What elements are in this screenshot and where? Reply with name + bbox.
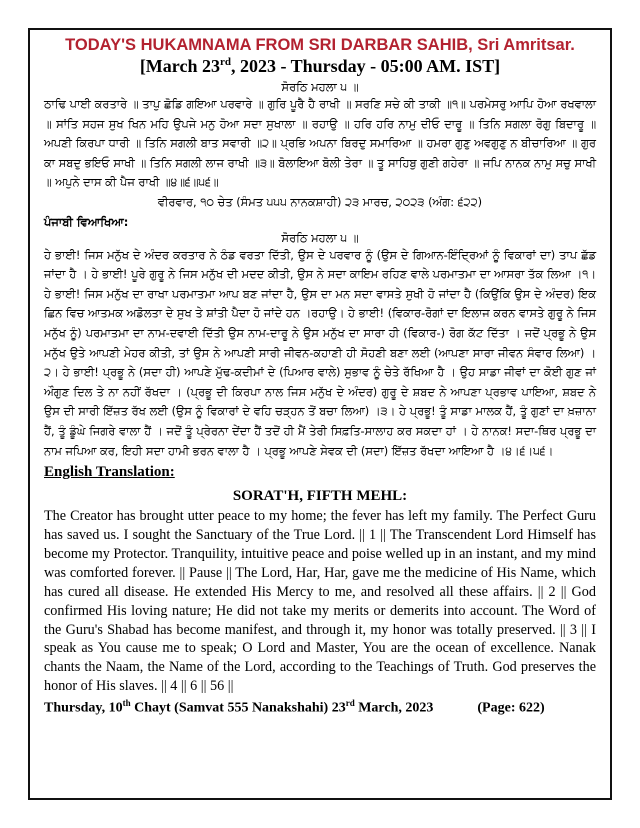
vyakhya-text: ਹੇ ਭਾਈ! ਜਿਸ ਮਨੁੱਖ ਦੇ ਅੰਦਰ ਕਰਤਾਰ ਨੇ ਠੰਡ ਵਰਤਾ ਦਿੱਤੀ, ਉਸ ਦੇ ਪਰਵਾਰ ਨੂੰ (ਉਸ ਦੇ ਗਿਆਨ-ਇੰਦ੍ਰਿਆਂ ਨੂੰ ਵਿਕਾਰਾਂ ਦਾ) ਤਾਪ ਛੱਡ ਜਾਂਦਾ ਹੈ । ਹੇ ਭਾਈ! ਪੂਰੇ ਗੁਰੂ ਨੇ ਜਿਸ ਮਨੁੱਖ ਦੀ ਮਦਦ ਕੀਤੀ, ਉਸ ਨੇ ਸਦਾ ਕਾਇਮ ਰਹਿਣ ਵਾਲੇ ਪਰਮਾਤਮਾ ਦਾ ਆਸਰਾ ਤੱਕ ਲਿਆ ।੧। ਹੇ ਭਾਈ! ਜਿਸ ਮਨੁੱਖ ਦਾ ਰਾਖਾ ਪਰਮਾਤਮਾ ਆਪ ਬਣ ਜਾਂਦਾ ਹੈ, ਉਸ ਦਾ ਮਨ ਸਦਾ ਵਾਸਤੇ ਸੁਖੀ ਹੋ ਜਾਂਦਾ ਹੈ (ਕਿਉਂਕਿ ਉਸ ਦੇ ਅੰਦਰ) ਇਕ ਛਿਨ ਵਿਚ ਆਤਮਕ ਅਡੋਲਤਾ ਦੇ ਸੁਖ ਤੇ ਸ਼ਾਂਤੀ ਪੈਦਾ ਹੋ ਜਾਂਦੇ ਹਨ ।ਰਹਾਉ। ਹੇ ਭਾਈ! (ਵਿਕਾਰ-ਰੋਗਾਂ ਦਾ ਇਲਾਜ ਕਰਨ ਵਾਸਤੇ ਗੁਰੂ ਨੇ ਜਿਸ ਮਨੁੱਖ ਨੂੰ) ਪਰਮਾਤਮਾ ਦਾ ਨਾਮ-ਦਵਾਈ ਦਿੱਤੀ ਉਸ ਨਾਮ-ਦਾਰੂ ਨੇ ਉਸ ਮਨੁੱਖ ਦਾ ਸਾਰਾ ਹੀ (ਵਿਕਾਰ-) ਰੋਗ ਕੱਟ ਦਿੱਤਾ । ਜਦੋਂ ਪ੍ਰਭੂ ਨੇ ਉਸ ਮਨੁੱਖ ਉਤੇ ਆਪਣੀ ਮੇਹਰ ਕੀਤੀ, ਤਾਂ ਉਸ ਨੇ ਆਪਣੀ ਸਾਰੀ ਜੀਵਨ-ਕਹਾਣੀ ਹੀ ਸੋਹਣੀ ਬਣਾ ਲਈ (ਆਪਣਾ ਸਾਰਾ ਜੀਵਨ ਸੰਵਾਰ ਲਿਆ) ।੨। ਹੇ ਭਾਈ! ਪ੍ਰਭੂ ਨੇ (ਸਦਾ ਹੀ) ਆਪਣੇ ਮੁੱਢ-ਕਦੀਮਾਂ ਦੇ (ਪਿਆਰ ਵਾਲੇ) ਸੁਭਾਵ ਨੂੰ ਚੇਤੇ ਰੱਖਿਆ ਹੈ । ਉਹ ਸਾਡਾ ਜੀਵਾਂ ਦਾ ਕੋਈ ਗੁਣ ਜਾਂ ਔਗੁਣ ਦਿਲ ਤੇ ਨਾ ਨਹੀਂ ਰੱਖਦਾ । (ਪ੍ਰਭੂ ਦੀ ਕਿਰਪਾ ਨਾਲ ਜਿਸ ਮਨੁੱਖ ਦੇ ਅੰਦਰ) ਗੁਰੂ ਦੇ ਸ਼ਬਦ ਨੇ ਆਪਣਾ ਪ੍ਰਭਾਵ ਪਾਇਆ, ਸ਼ਬਦ ਨੇ ਉਸ ਦੀ ਸਾਰੀ ਇੱਜ਼ਤ ਰੱਖ ਲਈ (ਉਸ ਨੂੰ ਵਿਕਾਰਾਂ ਦੇ ਵਹਿ ਚੜ੍ਹਨ ਤੋਂ ਬਚਾ ਲਿਆ) ।੩। ਹੇ ਪ੍ਰਭੂ! ਤੂੰ ਸਾਡਾ ਮਾਲਕ ਹੈਂ, ਤੂੰ ਗੁਣਾਂ ਦਾ ਖ਼ਜ਼ਾਨਾ ਹੈਂ, ਤੂੰ ਡੂੰਘੇ ਜਿਗਰੇ ਵਾਲਾ ਹੈਂ । ਜਦੋਂ ਤੂੰ ਪ੍ਰੇਰਨਾ ਦੇਂਦਾ ਹੈਂ ਤਦੋਂ ਹੀ ਮੈਂ ਤੇਰੀ ਸਿਫ਼ਤਿ-ਸਾਲਾਹ ਕਰ ਸਕਦਾ ਹਾਂ । ਹੇ ਨਾਨਕ! ਸਦਾ-ਥਿਰ ਪ੍ਰਭੂ ਦਾ ਨਾਮ ਜਪਿਆ ਕਰ, ਇਹੀ ਸਦਾ ਹਾਮੀ ਭਰਨ ਵਾਲਾ ਹੈ । ਪ੍ਰਭੂ ਆਪਣੇ ਸੇਵਕ ਦੀ (ਸਦਾ) ਇੱਜ਼ਤ ਰੱਖਦਾ ਆਇਆ ਹੈ ।੪।੬।੫੬। — [44, 247, 596, 458]
hukamnama-page — [28, 28, 612, 800]
footer-date-line: Thursday, 10th Chayt (Samvat 555 Nanakshahi) 23rd March, 2023 (Page: 622) — [44, 698, 545, 716]
date-heading: [March 23rd, 2023 - Thursday - 05:00 AM. IST] — [139, 56, 501, 76]
english-heading: SORAT'H, FIFTH MEHL: — [232, 488, 408, 505]
gurbani-heading: ਸੋਰਠਿ ਮਹਲਾ ੫ ॥ — [281, 80, 359, 94]
punjabi-vyakhya-label: ਪੰਜਾਬੀ ਵਿਆਖਿਆ: — [44, 214, 129, 229]
english-translation-label: English Translation: — [44, 464, 175, 481]
english-text: The Creator has brought utter peace to my home; the fever has left my family. The Perfect Guru has saved us. I sought the Sanctuary of the True Lord. || 1 || The Transcendent Lord Himself has become my Protector. Tranquility, intuitive peace and poise welled up in an instant, and my mind was comforted forever. || Pause || The Lord, Har, Har, gave me the medicine of His Name, which has cured all disease. He extended His Mercy to me, and resolved all these affairs. || 2 || God confirmed His loving nature; He did not take my merits or demerits into account. The Word of the Guru's Shabad has become manifest, and through it, my honor was totally preserved. || 3 || I speak as You cause me to speak; O Lord and Master, You are the ocean of excellence. Nanak chants the Naam, the Name of the Lord, according to the Teachings of Truth. God preserves the honor of His slaves. || 4 || 6 || 56 || — [44, 508, 596, 695]
gurbani-text: ਠਾਢਿ ਪਾਈ ਕਰਤਾਰੇ ॥ ਤਾਪੁ ਛੋਡਿ ਗਇਆ ਪਰਵਾਰੇ ॥ ਗੁਰਿ ਪੂਰੈ ਹੈ ਰਾਖੀ ॥ ਸਰਣਿ ਸਚੇ ਕੀ ਤਾਕੀ ॥੧॥ ਪਰਮੇਸਰੁ ਆਪਿ ਹੋਆ ਰਖਵਾਲਾ ॥ ਸਾਂਤਿ ਸਹਜ ਸੁਖ ਖਿਨ ਮਹਿ ਉਪਜੇ ਮਨੁ ਹੋਆ ਸਦਾ ਸੁਖਾਲਾ ॥ ਰਹਾਉ ॥ ਹਰਿ ਹਰਿ ਨਾਮੁ ਦੀਓ ਦਾਰੂ ॥ ਤਿਨਿ ਸਗਲਾ ਰੋਗੁ ਬਿਦਾਰੂ ॥ ਅਪਣੀ ਕਿਰਪਾ ਧਾਰੀ ॥ ਤਿਨਿ ਸਗਲੀ ਬਾਤ ਸਵਾਰੀ ॥੨॥ ਪ੍ਰਭਿ ਅਪਨਾ ਬਿਰਦੁ ਸਮਾਰਿਆ ॥ ਹਮਰਾ ਗੁਣੁ ਅਵਗੁਣੁ ਨ ਬੀਚਾਰਿਆ ॥ ਗੁਰ ਕਾ ਸਬਦੁ ਭਇਓ ਸਾਖੀ ॥ ਤਿਨਿ ਸਗਲੀ ਲਾਜ ਰਾਖੀ ॥੩॥ ਬੋਲਾਇਆ ਬੋਲੀ ਤੇਰਾ ॥ ਤੂ ਸਾਹਿਬੁ ਗੁਣੀ ਗਹੇਰਾ ॥ ਜਪਿ ਨਾਨਕ ਨਾਮੁ ਸਚੁ ਸਾਖੀ ॥ ਅਪੁਨੇ ਦਾਸ ਕੀ ਪੈਜ ਰਾਖੀ ॥੪॥੬॥੫੬॥ — [44, 97, 596, 190]
page-number: (Page: 622) — [477, 700, 545, 716]
vyakhya-heading: ਸੋਰਠਿ ਮਹਲਾ ੫ ॥ — [281, 230, 359, 245]
page-title: TODAY'S HUKAMNAMA FROM SRI DARBAR SAHIB, Sri Amritsar. — [65, 36, 575, 54]
gurbani-date-line: ਵੀਰਵਾਰ, ੧੦ ਚੇਤ (ਸੰਮਤ ੫੫੫ ਨਾਨਕਸ਼ਾਹੀ) ੨੩ ਮਾਰਚ, ੨੦੨੩ (ਅੰਗ: ੬੨੨) — [157, 194, 483, 209]
